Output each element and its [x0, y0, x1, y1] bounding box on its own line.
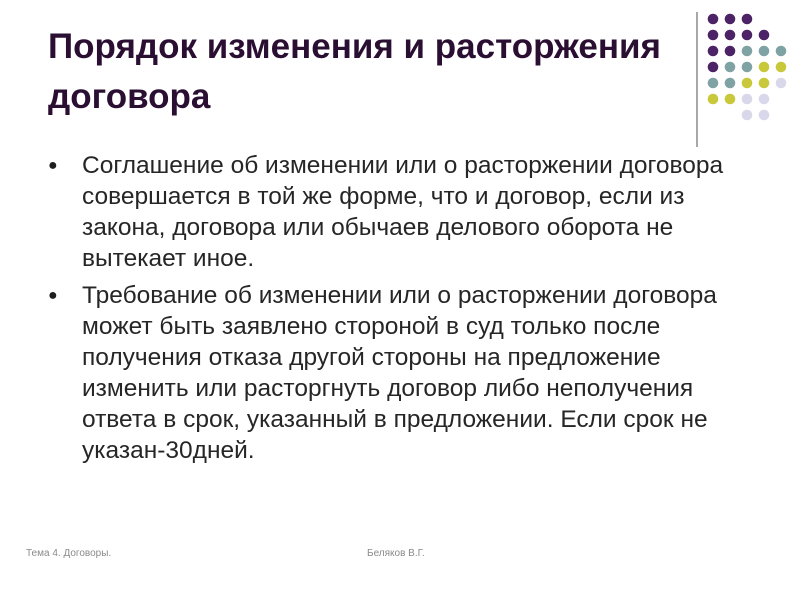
decor-dot [759, 110, 770, 121]
decor-dot [725, 46, 736, 57]
decor-dot [742, 30, 753, 41]
decor-dot [742, 78, 753, 89]
list-item [48, 280, 728, 466]
bullet-text: Требование об изменении или о расторжении договора может быть заявлено стороной в суд только после получения отказа другой стороны на предложение изменить или расторгнуть договор либо неполучения ответа в срок, указанный в предложении. Если срок не указан-30дней. [82, 282, 717, 464]
decor-dot [759, 78, 770, 89]
decor-dot [708, 78, 719, 89]
decor-dot [708, 14, 719, 25]
footer-author: Беляков В.Г. [367, 548, 425, 559]
decor-dot [742, 62, 753, 73]
bullet-list [48, 150, 728, 466]
decor-dot [708, 94, 719, 105]
decor-dot [725, 78, 736, 89]
decor-dot [725, 14, 736, 25]
decor-dot [776, 46, 787, 57]
list-item [48, 150, 728, 274]
decor-dot [742, 94, 753, 105]
decor-dot [742, 14, 753, 25]
decorative-dot-grid [700, 12, 800, 132]
bullet-dot-icon: ● [48, 287, 58, 304]
slide-content [48, 150, 728, 472]
decor-dot [742, 110, 753, 121]
decor-dot [742, 46, 753, 57]
decor-dot [725, 94, 736, 105]
decor-dot [776, 62, 787, 73]
slide-title: Порядок изменения и расторжения договора [48, 27, 661, 116]
decor-dot [759, 62, 770, 73]
decor-dot [725, 62, 736, 73]
title-divider [696, 12, 698, 147]
decor-dot [759, 46, 770, 57]
footer-topic: Тема 4. Договоры. [26, 548, 112, 559]
decor-dot [708, 30, 719, 41]
decor-dot [776, 78, 787, 89]
bullet-dot-icon: ● [48, 157, 58, 174]
decor-dot [759, 30, 770, 41]
bullet-text: Соглашение об изменении или о расторжении договора совершается в той же форме, что и договор, если из закона, договора или обычаев делового оборота не вытекает иное. [82, 152, 724, 272]
decor-dot [725, 30, 736, 41]
decor-dot [759, 94, 770, 105]
decor-dot [708, 62, 719, 73]
decor-dot [708, 46, 719, 57]
